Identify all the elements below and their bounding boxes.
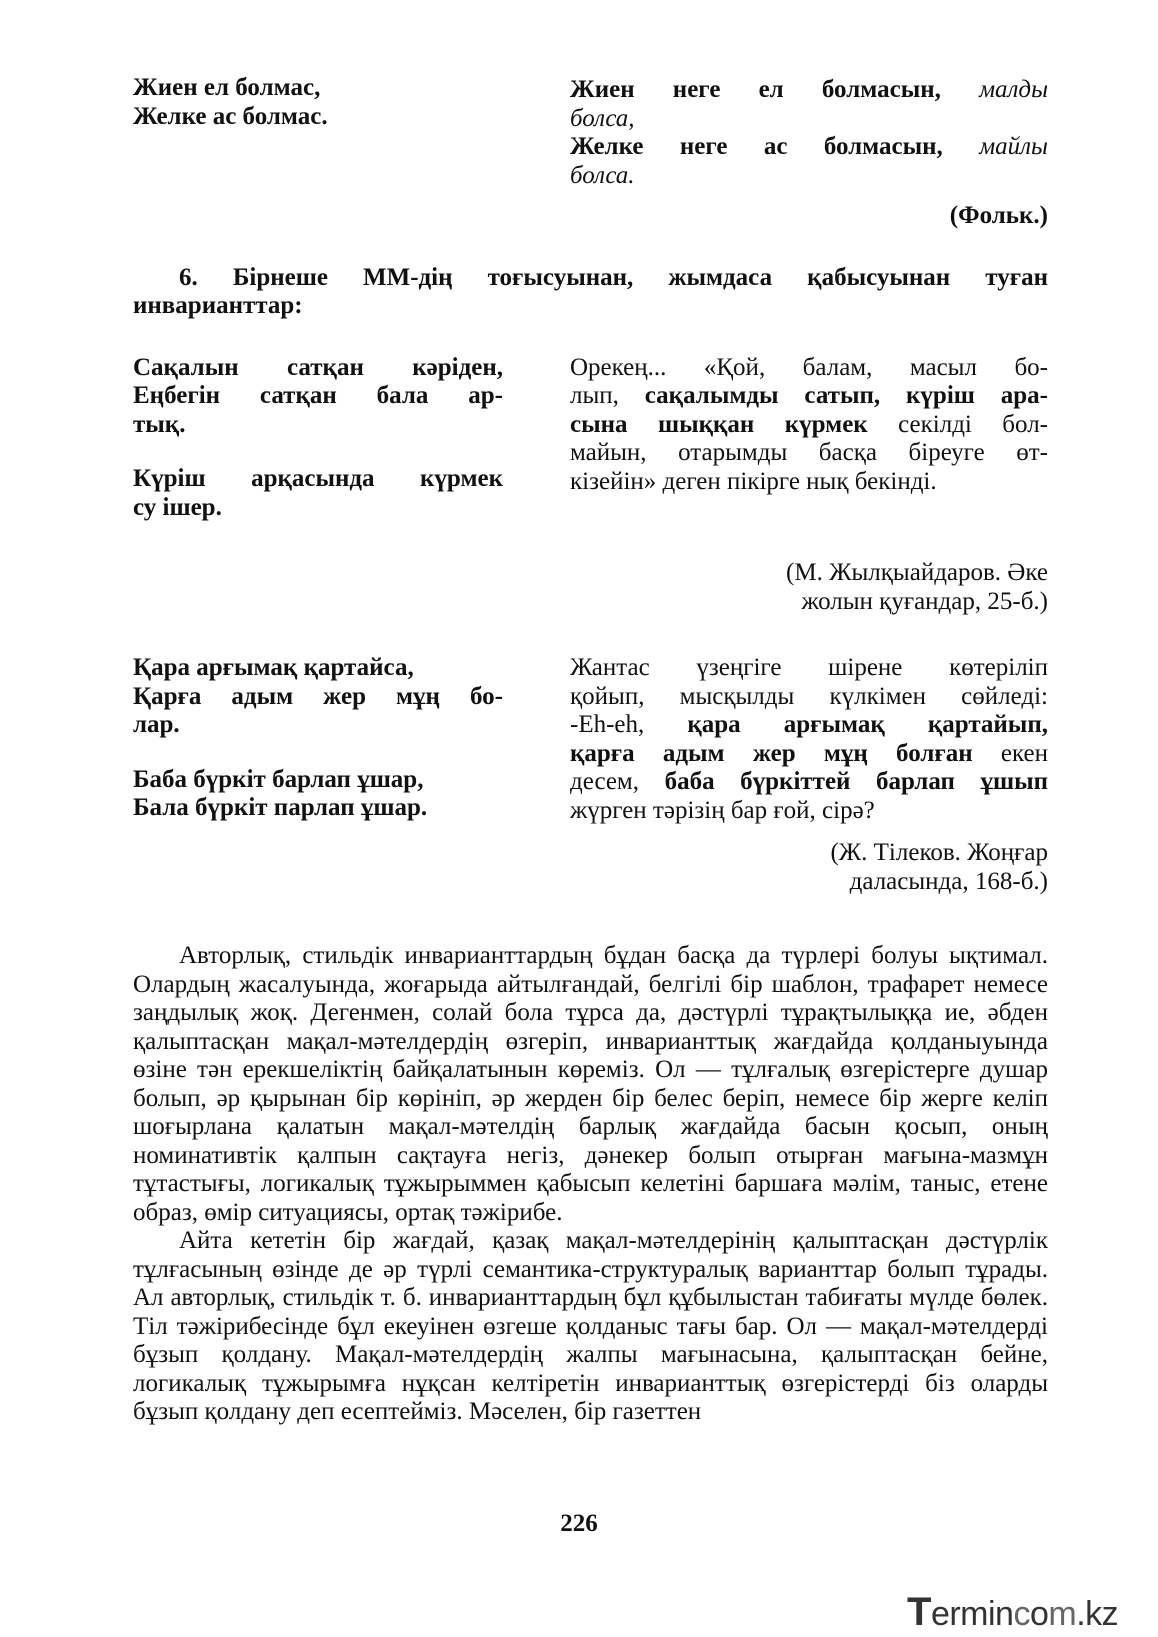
proverb-line: тық. bbox=[133, 410, 186, 438]
quote-line: жүрген тәрізің бар ғой, сірә? bbox=[570, 796, 875, 824]
proverb-line: Қарға адым жер мұң бо- bbox=[133, 682, 503, 710]
example-block-2 bbox=[133, 354, 1048, 523]
body-paragraph: Айта кететін бір жағдай, қазақ мақал-мәтелдерінің қалыптасқан дәстүрлік тұлғасының өзінде де әр түрлі семантика-структуралық варианттар болып тұрады. Ал авторлық, стильдік т. б. инварианттардың бұл құбылыстан табиғаты мүлде бөлек. Тіл тәжірибесінде бұл екеуінен өзгеше қолданыс тағы бар. Ол — мақал-мәтелдерді бұзып қолдану. Мақал-мәтелдердің жалпы мағынасына, қалыптасқан бейне, логикалық тұжырымға нұқсан келтіретін инварианттық өзгерістерді біз оларды бұзып қолдану деп есептейміз. Мәселен, бір газеттен bbox=[133, 1227, 1048, 1425]
quote-line: десем, баба бүркіттей барлап ұшып bbox=[570, 768, 1048, 795]
proverb-column bbox=[133, 74, 503, 190]
quote-line: лып, сақалымды сатып, күріш ара- bbox=[570, 382, 1048, 409]
variant-line: болса, bbox=[570, 104, 635, 132]
quote-line: Жантас үзеңгіге шірене көтеріліп bbox=[570, 654, 1048, 681]
source-citation: (М. Жылқыайдаров. Әке жолын қуғандар, 25-б.) bbox=[786, 559, 1048, 615]
example-block-3 bbox=[133, 654, 1048, 825]
proverb-line: Қара арғымақ қартайса, bbox=[133, 654, 414, 681]
quote-line: майын, отарымды басқа біреуге өт- bbox=[570, 439, 1048, 466]
quote-line: Орекең... «Қой, балам, масыл бо- bbox=[570, 353, 1048, 381]
source-citation: (Ж. Тілеков. Жоңғар даласында, 168-б.) bbox=[830, 839, 1048, 895]
body-paragraph: Авторлық, стильдік инварианттардың бұдан басқа да түрлері болуы ықтимал. Олардың жасалуында, жоғарыда айтылғандай, белгілі бір шаблон, трафарет немесе заңдылық жоқ. Дегенмен, солай бола тұрса да, дәстүрлі тұрақтылыққа ие, әбден қалыптасқан мақал-мәтелдердің өзгеріп, инварианттық жағдайда қолданыуында өзіне тән ерекшеліктің байқалатынын көреміз. Ол — тұлғалық өзгерістерге душар болып, әр қырынан бір көрініп, әр жерден бір белес беріп, немесе бір жерге келіп шоғырлана қалатын мақал-мәтелдің барлық жағдайда басын қосып, оның номинативтік қалпын сақтауға негіз, дәнекер болып отырған мағына-мазмұн тұтастығы, логикалық тұжырыммен қабысып келетіні баршаға мәлім, таныс, етене образ, өмір ситуациясы, ортақ тәжірибе. bbox=[133, 942, 1048, 1226]
proverb-column bbox=[133, 654, 503, 825]
source-citation: (Фольк.) bbox=[949, 202, 1048, 229]
page-content bbox=[133, 74, 1048, 1427]
variant-line: болса. bbox=[570, 161, 635, 189]
proverb-line: Сақалын сатқан кәріден, bbox=[133, 353, 503, 381]
proverb-line: су ішер. bbox=[133, 493, 222, 521]
variant-line: Жиен неге ел болмасын, малды bbox=[570, 76, 1048, 103]
proverb-line: лар. bbox=[133, 711, 180, 738]
variant-line: Желке неге ас болмасын, майлы bbox=[570, 133, 1048, 160]
proverb-line: Бала бүркіт парлап ұшар. bbox=[133, 794, 428, 821]
quote-line: қойып, мысқылды күлкімен сөйледі: bbox=[570, 682, 1048, 710]
proverb-line: Еңбегін сатқан бала ар- bbox=[133, 382, 503, 409]
example-block-1 bbox=[133, 74, 1048, 190]
quote-line: сына шыққан күрмек секілді бол- bbox=[570, 410, 1048, 438]
page-number: 226 bbox=[560, 1510, 598, 1537]
section-heading: 6. Бірнеше ММ-дің тоғысуынан, жымдаса қабысуынан туған инварианттар: bbox=[133, 263, 1048, 319]
proverb-line: Жиен ел болмас, bbox=[133, 74, 321, 101]
proverb-line: Күріш арқасында күрмек bbox=[133, 465, 503, 492]
proverb-line: Баба бүркіт барлап ұшар, bbox=[133, 765, 424, 793]
quote-column bbox=[570, 654, 1048, 825]
proverb-column bbox=[133, 354, 503, 523]
watermark-logo: Termincom.kz bbox=[907, 1590, 1119, 1634]
quote-line: қарға адым жер мұң болған екен bbox=[570, 739, 1048, 767]
proverb-line: Желке ас болмас. bbox=[133, 102, 328, 130]
quote-line: -Eh-eh, қара арғымақ қартайып, bbox=[570, 711, 1048, 738]
variant-column bbox=[570, 76, 1048, 190]
quote-column bbox=[570, 354, 1048, 523]
quote-line: кізейін» деген пікірге нық бекінді. bbox=[570, 467, 937, 495]
